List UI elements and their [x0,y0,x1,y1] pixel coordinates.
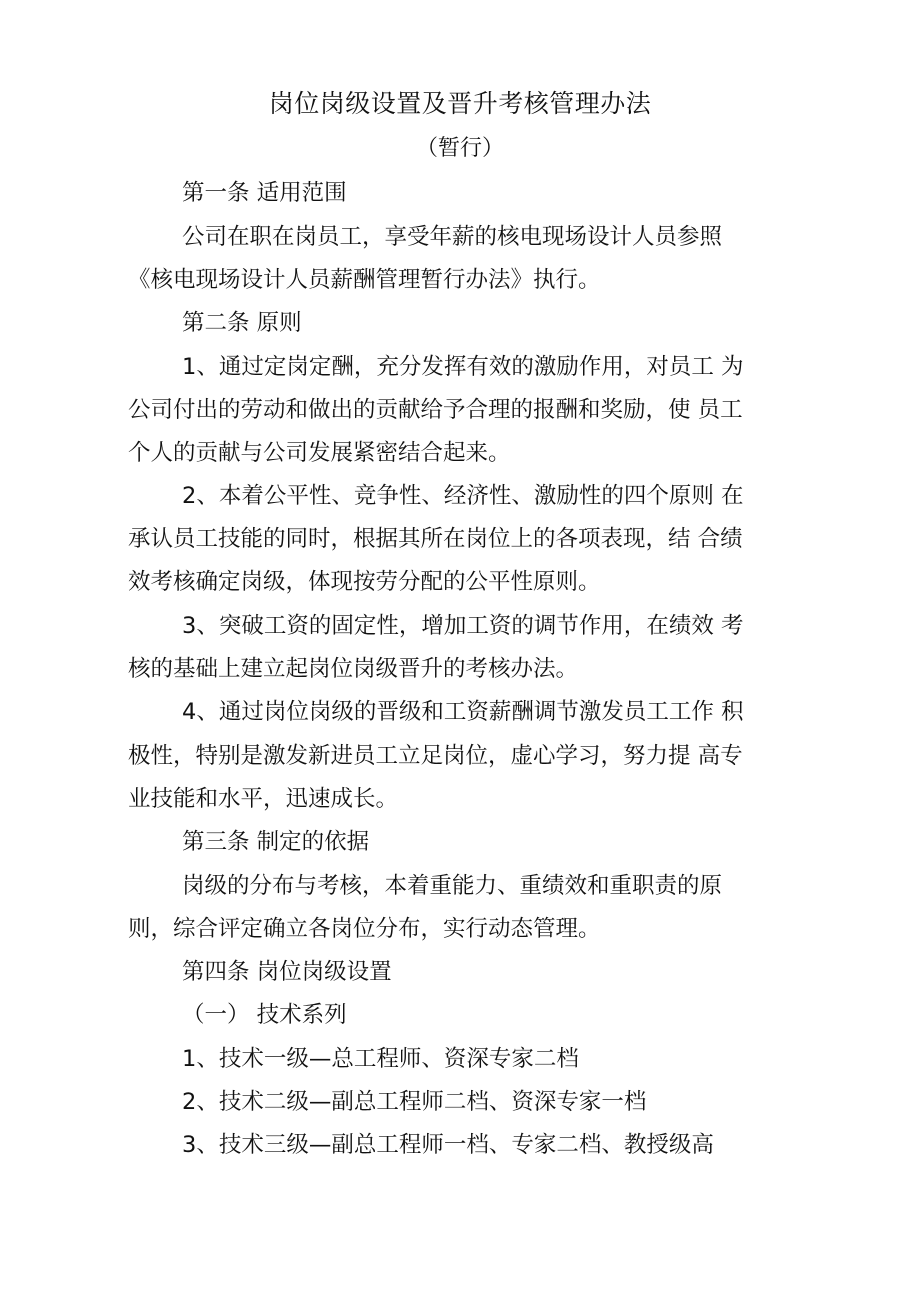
section-heading: （一） 技术系列 [182,1002,347,1028]
paragraph-line: 《核电现场设计人员薪酬管理暂行办法》执行。 [128,267,601,293]
document-subtitle: （暂行） [415,136,504,161]
paragraph-line: 1、通过定岗定酬，充分发挥有效的激励作用，对员工 为 [182,354,744,380]
article-1-heading: 第一条 适用范围 [182,180,347,206]
paragraph-line: 则，综合评定确立各岗位分布，实行动态管理。 [128,916,601,942]
list-item: 1、技术一级—总工程师、资深专家二档 [182,1046,579,1072]
paragraph-line: 业技能和水平，迅速成长。 [128,786,399,812]
paragraph-line: 公司付出的劳动和做出的贡献给予合理的报酬和奖励，使 员工 [128,397,743,423]
list-item: 3、技术三级—副总工程师一档、专家二档、教授级高 [182,1132,714,1158]
article-2-heading: 第二条 原则 [182,310,302,336]
paragraph-line: 承认员工技能的同时，根据其所在岗位上的各项表现，结 合绩 [128,526,743,552]
paragraph-line: 核的基础上建立起岗位岗级晋升的考核办法。 [128,656,579,682]
document-title: 岗位岗级设置及晋升考核管理办法 [268,89,652,118]
article-4-heading: 第四条 岗位岗级设置 [182,959,392,985]
list-item: 2、技术二级—副总工程师二档、资深专家一档 [182,1089,647,1115]
paragraph-line: 效考核确定岗级，体现按劳分配的公平性原则。 [128,569,601,595]
paragraph-line: 2、本着公平性、竞争性、经济性、激励性的四个原则 在 [182,483,744,509]
paragraph-line: 4、通过岗位岗级的晋级和工资薪酬调节激发员工工作 积 [182,699,744,725]
paragraph-line: 个人的贡献与公司发展紧密结合起来。 [128,440,511,466]
paragraph-line: 3、突破工资的固定性，增加工资的调节作用，在绩效 考 [182,613,744,639]
article-3-heading: 第三条 制定的依据 [182,829,370,855]
paragraph-line: 公司在职在岗员工，享受年薪的核电现场设计人员参照 [182,224,723,250]
paragraph-line: 极性，特别是激发新进员工立足岗位，虚心学习，努力提 高专 [128,743,743,769]
paragraph-line: 岗级的分布与考核，本着重能力、重绩效和重职责的原 [182,873,723,899]
